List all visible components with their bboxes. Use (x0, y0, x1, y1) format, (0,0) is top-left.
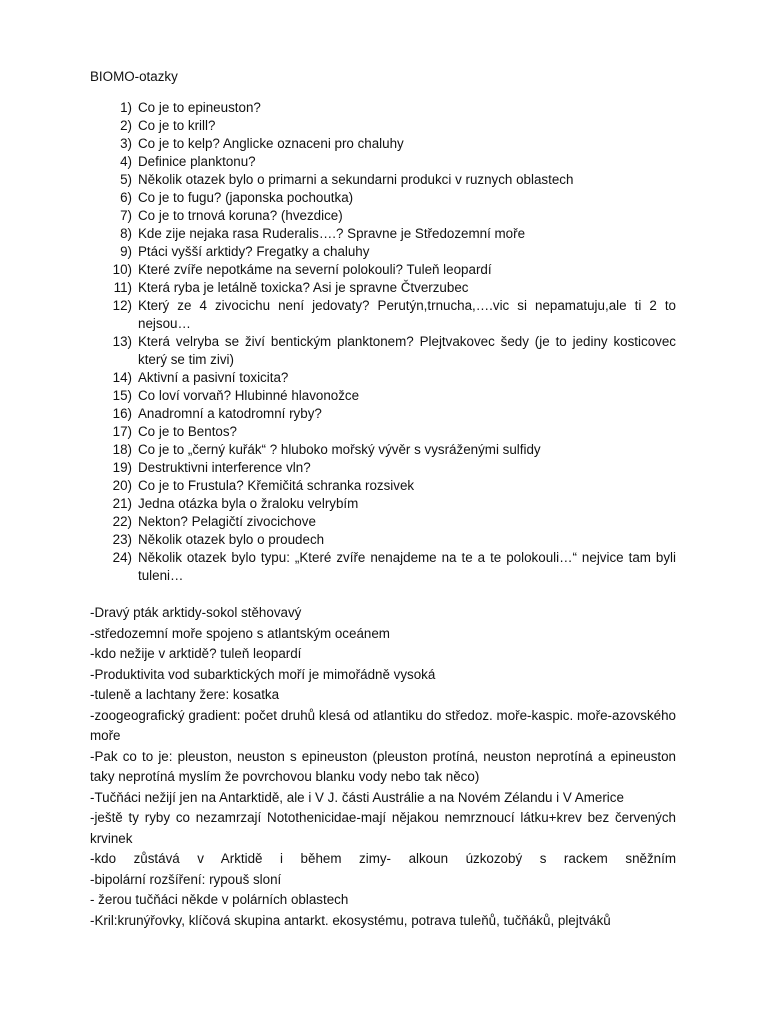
question-item (90, 477, 676, 495)
question-number: 17) (112, 424, 132, 439)
question-item (90, 459, 676, 477)
note-line: -ještě ty ryby co nezamrzají Notothenicidae-mají nějakou nemrznoucí látku+krev bez červených krvinek (90, 810, 676, 846)
question-number: 19) (112, 460, 132, 475)
question-item (90, 387, 676, 405)
question-number: 14) (112, 370, 132, 385)
document-page (90, 68, 676, 931)
question-item (90, 225, 676, 243)
notes-list (90, 603, 676, 931)
question-text: Co je to fugu? (japonska pochoutka) (138, 190, 354, 205)
question-list (90, 99, 676, 585)
document-title: BIOMO-otazky (90, 69, 178, 84)
note-line: -Kril:krunýřovky, klíčová skupina antarkt. ekosystému, potrava tuleňů, tučňáků, plejtváků (90, 912, 611, 928)
question-item (90, 369, 676, 387)
question-text: Která ryba je letálně toxicka? Asi je spravne Čtverzubec (138, 280, 469, 295)
question-number: 24) (112, 550, 132, 565)
question-item (90, 261, 676, 279)
question-number: 23) (112, 532, 132, 547)
question-number: 22) (112, 514, 132, 529)
question-number: 6) (120, 190, 132, 205)
question-item (90, 531, 676, 549)
question-item (90, 423, 676, 441)
question-item (90, 333, 676, 369)
question-number: 11) (113, 280, 132, 295)
question-number: 20) (112, 478, 132, 493)
note-line: -kdo zůstává v Arktidě i během zimy- alkoun úzkozobý s rackem sněžním (90, 851, 676, 866)
question-text: Co je to krill? (138, 118, 216, 133)
question-number: 4) (120, 154, 132, 169)
question-text: Několik otazek bylo typu: „Které zvíře nenajdeme na te a te polokouli…“ nejvice tam byli tuleni… (138, 550, 676, 583)
question-item (90, 405, 676, 423)
question-item (90, 441, 676, 459)
question-text: Co loví vorvaň? Hlubinné hlavonožce (138, 388, 360, 403)
question-item (90, 297, 676, 333)
question-text: Definice planktonu? (138, 154, 256, 169)
question-text: Co je to „černý kuřák“ ? hluboko mořský vývěr s vysráženými sulfidy (138, 442, 541, 457)
note-line: -Tučňáci nežijí jen na Antarktidě, ale i V J. části Austrálie a na Novém Zélandu i V Americe (90, 789, 624, 805)
question-text: Co je to Frustula? Křemičitá schranka rozsivek (138, 478, 415, 493)
question-item (90, 171, 676, 189)
question-number: 8) (120, 226, 132, 241)
question-number: 10) (112, 262, 132, 277)
question-number: 3) (120, 136, 132, 151)
question-item (90, 495, 676, 513)
question-text: Co je to kelp? Anglicke oznaceni pro chaluhy (138, 136, 404, 151)
question-number: 2) (120, 118, 132, 133)
question-text: Destruktivni interference vln? (138, 460, 311, 475)
question-text: Kde zije nejaka rasa Ruderalis….? Spravne je Středozemní moře (138, 226, 526, 241)
question-item (90, 117, 676, 135)
note-line: -tuleně a lachtany žere: kosatka (90, 687, 280, 702)
question-text: Ptáci vyšší arktidy? Fregatky a chaluhy (138, 244, 370, 259)
question-item (90, 243, 676, 261)
question-text: Která velryba se živí bentickým planktonem? Plejtvakovec šedy (je to jediny kosticovec který se tim zivi) (138, 334, 676, 367)
question-number: 9) (120, 244, 132, 259)
note-line: - žerou tučňáci někde v polárních oblastech (90, 892, 349, 907)
question-number: 16) (112, 406, 132, 421)
question-item (90, 135, 676, 153)
note-line: -středozemní moře spojeno s atlantským oceánem (90, 625, 390, 641)
question-text: Který ze 4 zivocichu není jedovaty? Perutýn,trnucha,….vic si nepamatuju,ale ti 2 to nejsou… (138, 298, 676, 331)
question-text: Které zvíře nepotkáme na severní polokouli? Tuleň leopardí (138, 262, 492, 277)
question-item (90, 207, 676, 225)
question-text: Co je to Bentos? (138, 424, 238, 439)
note-line: -Pak co to je: pleuston, neuston s epineuston (pleuston protíná, neuston neprotíná a epineuston taky neprotíná myslím že povrchovou blanku vody nebo tak něco) (90, 748, 676, 784)
question-item (90, 99, 676, 117)
question-text: Několik otazek bylo o primarni a sekundarni produkci v ruznych oblastech (138, 172, 574, 187)
question-number: 21) (112, 496, 132, 511)
question-text: Anadromní a katodromní ryby? (138, 406, 322, 421)
question-item (90, 153, 676, 171)
note-line: -bipolární rozšíření: rypouš sloní (90, 871, 282, 887)
note-line: -kdo nežije v arktidě? tuleň leopardí (90, 646, 302, 661)
question-number: 18) (112, 442, 132, 457)
question-text: Několik otazek bylo o proudech (138, 532, 325, 547)
question-text: Aktivní a pasivní toxicita? (138, 370, 289, 385)
question-number: 1) (120, 100, 132, 115)
note-line: -Dravý pták arktidy-sokol stěhovavý (90, 605, 302, 620)
question-number: 13) (112, 334, 132, 349)
question-number: 5) (120, 172, 132, 187)
question-item (90, 549, 676, 585)
question-number: 7) (120, 208, 132, 223)
question-text: Jedna otázka byla o žraloku velrybím (138, 496, 359, 511)
question-text: Nekton? Pelagičtí zivocichove (138, 514, 316, 529)
question-item (90, 279, 676, 297)
question-number: 15) (112, 388, 132, 403)
question-text: Co je to epineuston? (138, 100, 261, 115)
note-line: -zoogeografický gradient: počet druhů klesá od atlantiku do středoz. moře-kaspic. moře-azovského moře (90, 707, 676, 743)
question-number: 12) (112, 298, 132, 313)
question-text: Co je to trnová koruna? (hvezdice) (138, 208, 343, 223)
question-item (90, 513, 676, 531)
note-line: -Produktivita vod subarktických moří je mimořádně vysoká (90, 666, 436, 682)
question-item (90, 189, 676, 207)
